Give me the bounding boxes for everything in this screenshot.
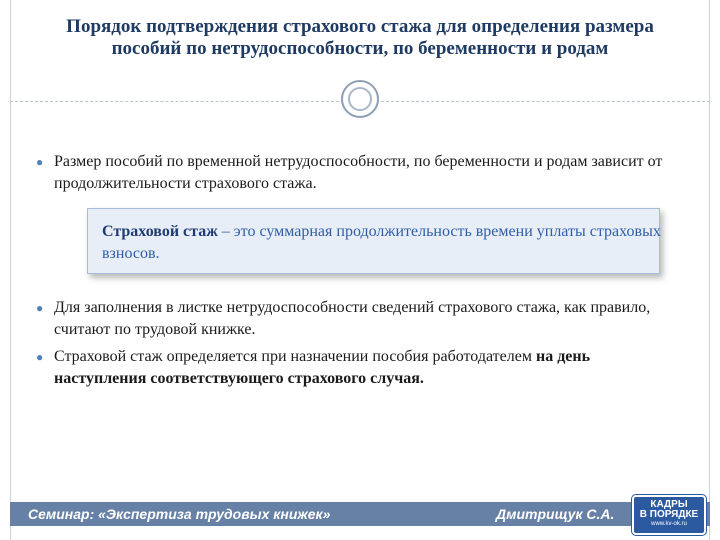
bullet-text: Для заполнения в листке нетрудоспособности сведений страхового стажа, как правило, считают по трудовой книжке. <box>54 299 651 338</box>
bullet-dot-icon: ● <box>36 350 44 364</box>
bullet-text: Размер пособий по временной нетрудоспособности, по беременности и родам зависит от продолжительности страхового стажа. <box>54 153 663 192</box>
logo-line-1: КАДРЫ <box>650 499 688 510</box>
bullet-dot-icon: ● <box>36 155 44 169</box>
bullet-item-1 <box>36 151 686 195</box>
logo-url: www.kv-ok.ru <box>651 521 687 527</box>
bullet-dot-icon: ● <box>36 301 44 315</box>
logo-line-2: В ПОРЯДКЕ <box>639 509 699 520</box>
footer-bar <box>10 499 710 526</box>
bullet-text: Страховой стаж определяется при назначении пособия работодателем <box>54 348 536 365</box>
ring-inner-icon <box>348 87 372 111</box>
logo <box>632 495 706 535</box>
slide-title: Порядок подтверждения страхового стажа для определения размера пособий по нетрудоспособности, по беременности и родам <box>66 16 654 59</box>
footer-seminar-title: Семинар: «Экспертиза трудовых книжек» <box>28 506 331 522</box>
bullet-text-wrap <box>36 346 686 390</box>
ring-divider-icon <box>341 80 379 118</box>
definition-box <box>87 208 660 274</box>
footer-author: Дмитрищук С.А. <box>496 506 615 522</box>
bullet-item-2 <box>36 297 686 341</box>
definition-term: Страховой стаж <box>102 223 218 240</box>
bullet-item-3 <box>36 346 686 390</box>
definition-text <box>102 221 662 265</box>
definition-body: – это суммарная продолжительность времени уплаты страховых взносов. <box>102 223 661 262</box>
bullet-text-bold: на день наступления соответствующего страхового случая. <box>54 348 591 387</box>
